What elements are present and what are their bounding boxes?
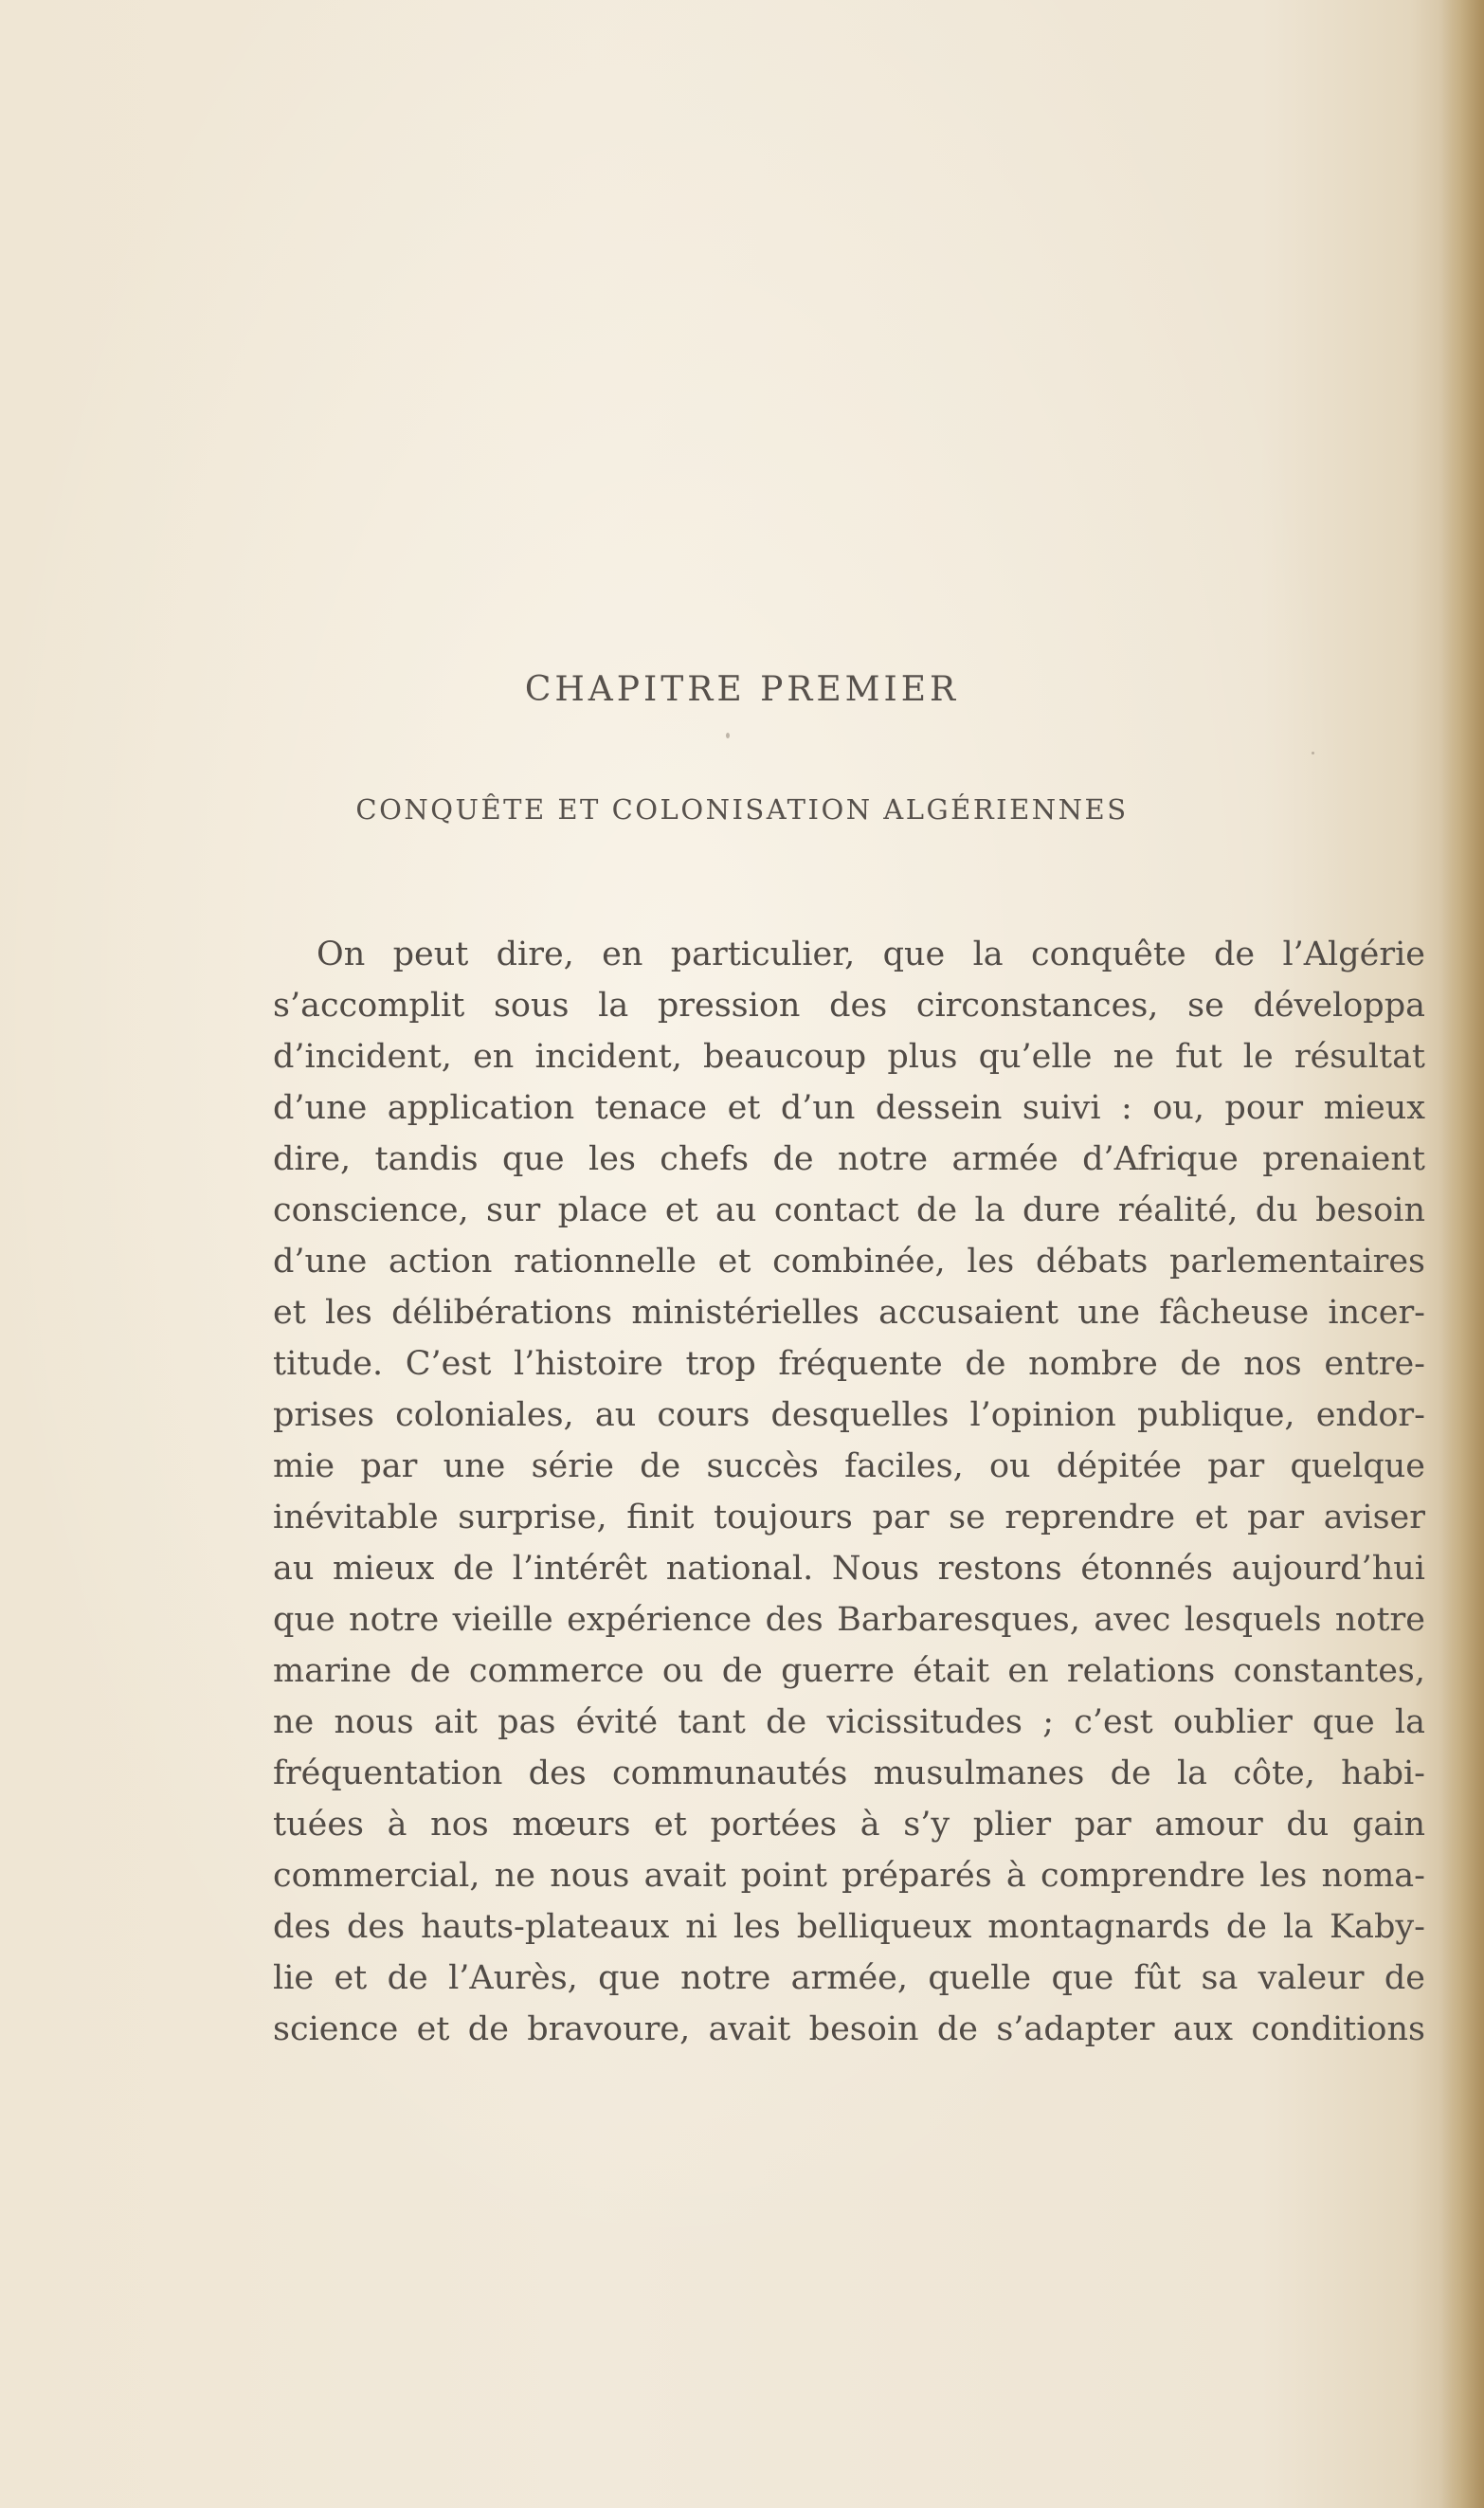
text-line: d’une action rationnelle et combinée, les débats parlementaires (273, 1243, 1425, 1281)
text-line: conscience, sur place et au contact de la dure réalité, du besoin (273, 1191, 1425, 1229)
body-paragraph (273, 929, 1425, 2055)
text-line: et les délibérations ministérielles accusaient une fâcheuse incer- (273, 1294, 1425, 1332)
text-line: s’accomplit sous la pression des circonstances, se développa (273, 987, 1425, 1025)
text-line: mie par une série de succès faciles, ou dépitée par quelque (273, 1447, 1425, 1485)
text-line: inévitable surprise, finit toujours par se reprendre et par aviser (273, 1499, 1425, 1536)
text-line: marine de commerce ou de guerre était en relations constantes, (273, 1652, 1425, 1690)
text-line: On peut dire, en particulier, que la conquête de l’Algérie (317, 936, 1425, 973)
text-line: tuées à nos mœurs et portées à s’y plier par amour du gain (273, 1806, 1425, 1844)
text-line: science et de bravoure, avait besoin de s’adapter aux conditions (273, 2010, 1425, 2048)
page-binding-shadow (1440, 0, 1484, 2508)
text-line: dire, tandis que les chefs de notre armée d’Afrique prenaient (273, 1140, 1425, 1178)
text-line: ne nous ait pas évité tant de vicissitudes ; c’est oublier que la (273, 1703, 1425, 1741)
text-line: au mieux de l’intérêt national. Nous restons étonnés aujourd’hui (273, 1550, 1425, 1588)
chapter-title: CHAPITRE PREMIER (524, 670, 960, 709)
text-line: d’incident, en incident, beaucoup plus qu’elle ne fut le résultat (273, 1038, 1425, 1076)
chapter-subtitle: CONQUÊTE ET COLONISATION ALGÉRIENNES (355, 793, 1129, 826)
text-line: lie et de l’Aurès, que notre armée, quelle que fût sa valeur de (273, 1959, 1425, 1997)
text-line: d’une application tenace et d’un dessein suivi : ou, pour mieux (273, 1089, 1425, 1127)
paper-speck (1312, 752, 1314, 754)
paper-speck (726, 733, 730, 738)
text-line: commercial, ne nous avait point préparés à comprendre les noma- (273, 1857, 1425, 1895)
text-line: que notre vieille expérience des Barbaresques, avec lesquels notre (273, 1601, 1425, 1639)
text-line: titude. C’est l’histoire trop fréquente de nombre de nos entre- (273, 1345, 1425, 1383)
text-line: fréquentation des communautés musulmanes de la côte, habi- (273, 1754, 1425, 1792)
text-line: prises coloniales, au cours desquelles l’opinion publique, endor- (273, 1396, 1425, 1434)
text-line: des des hauts-plateaux ni les belliqueux montagnards de la Kaby- (273, 1908, 1425, 1946)
